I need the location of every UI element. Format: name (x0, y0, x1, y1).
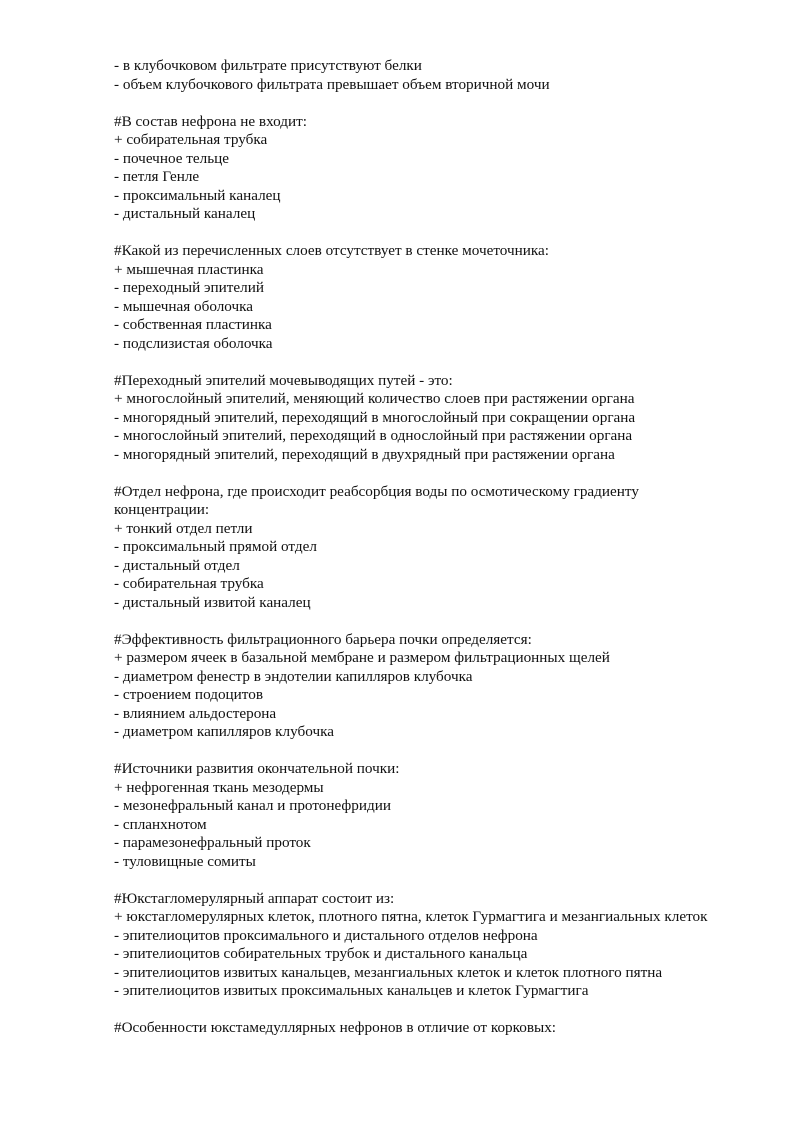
answer-option: - влиянием альдостерона (114, 704, 277, 722)
question-text: #Особенности юкстамедуллярных нефронов в отличие от корковых: (114, 1019, 557, 1036)
question-block (114, 890, 714, 1001)
question-text: #Переходный эпителий мочевыводящих путей - это: (114, 371, 453, 389)
question-text: #Какой из перечисленных слоев отсутствует в стенке мочеточника: (114, 242, 549, 259)
answer-option: + тонкий отдел петли (114, 519, 253, 537)
answer-option: + размером ячеек в базальной мембране и размером фильтрационных щелей (114, 649, 610, 666)
answer-option: + собирательная трубка (114, 131, 268, 148)
question-block (114, 1019, 714, 1038)
question-block (114, 242, 714, 353)
answer-option: - дистальный каналец (114, 205, 256, 222)
document-page (114, 57, 714, 1038)
answer-option: + юкстагломерулярных клеток, плотного пятна, клеток Гурмагтига и мезангиальных клеток (114, 908, 708, 925)
answer-option: - диаметром фенестр в эндотелии капилляров клубочка (114, 667, 473, 685)
answer-option: - эпителиоцитов собирательных трубок и дистального канальца (114, 945, 528, 962)
answer-option: + нефрогенная ткань мезодермы (114, 778, 324, 796)
question-text: #Эффективность фильтрационного барьера почки определяется: (114, 630, 532, 648)
intro-line: - объем клубочкового фильтрата превышает объем вторичной мочи (114, 75, 550, 93)
answer-option: - эпителиоцитов проксимального и дистального отделов нефрона (114, 926, 538, 944)
question-block (114, 760, 714, 871)
answer-option: - спланхнотом (114, 815, 207, 833)
answer-option: - мезонефральный канал и протонефридии (114, 797, 391, 814)
answer-option: - дистальный извитой каналец (114, 593, 311, 611)
answer-option: - многослойный эпителий, переходящий в однослойный при растяжении органа (114, 427, 633, 444)
answer-option: - парамезонефральный проток (114, 834, 311, 851)
answer-option: - эпителиоцитов извитых канальцев, мезангиальных клеток и клеток плотного пятна (114, 963, 663, 981)
answer-option: - диаметром капилляров клубочка (114, 723, 334, 740)
question-block (114, 483, 714, 613)
answer-option: - подслизистая оболочка (114, 334, 273, 352)
answer-option: - дистальный отдел (114, 556, 240, 574)
answer-option: - туловищные сомиты (114, 852, 256, 870)
question-block (114, 372, 714, 465)
answer-option: - проксимальный каналец (114, 186, 281, 204)
answer-option: - многорядный эпителий, переходящий в двухрядный при растяжении органа (114, 445, 615, 463)
answer-option: - проксимальный прямой отдел (114, 538, 317, 555)
answer-option: - собственная пластинка (114, 316, 272, 333)
answer-option: - мышечная оболочка (114, 297, 254, 315)
question-block (114, 631, 714, 742)
answer-option: - переходный эпителий (114, 279, 264, 296)
question-block (114, 113, 714, 224)
question-text: #В состав нефрона не входит: (114, 112, 307, 130)
question-text: #Юкстагломерулярный аппарат состоит из: (114, 889, 395, 907)
question-text: #Источники развития окончательной почки: (114, 760, 400, 777)
answer-option: - почечное тельце (114, 149, 230, 167)
question-text: #Отдел нефрона, где происходит реабсорбция воды по осмотическому градиенту концентрации: (114, 482, 639, 518)
answer-option: - эпителиоцитов извитых проксимальных канальцев и клеток Гурмагтига (114, 982, 589, 999)
answer-option: + мышечная пластинка (114, 260, 264, 278)
answer-option: - петля Генле (114, 168, 200, 185)
answer-option: - многорядный эпителий, переходящий в многослойный при сокращении органа (114, 408, 636, 426)
answer-option: - строением подоцитов (114, 686, 263, 703)
answer-option: - собирательная трубка (114, 575, 264, 592)
intro-line: - в клубочковом фильтрате присутствуют белки (114, 57, 422, 74)
answer-option: + многослойный эпителий, меняющий количество слоев при растяжении органа (114, 390, 635, 407)
